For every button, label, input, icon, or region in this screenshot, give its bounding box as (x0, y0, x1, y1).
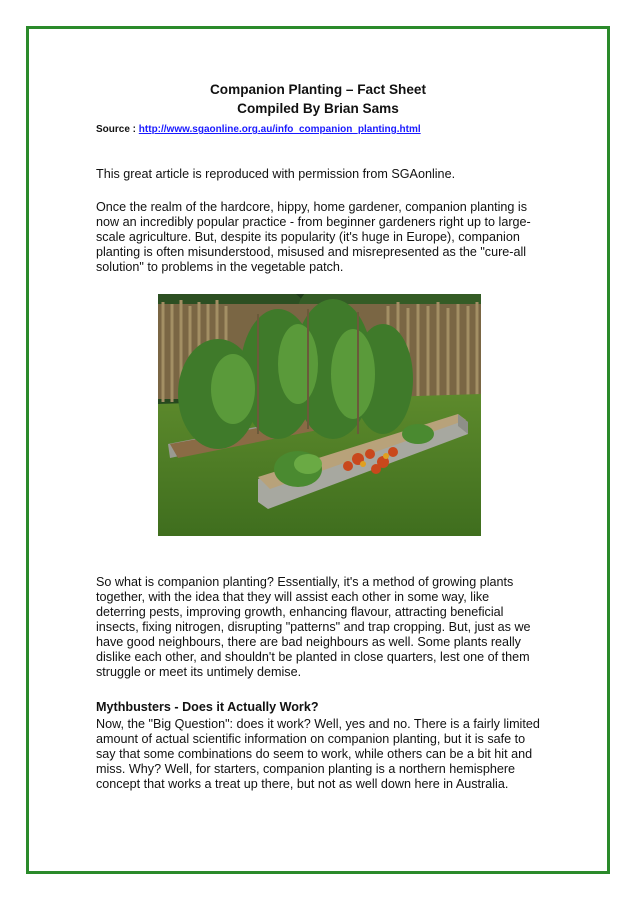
source-label: Source : (96, 124, 139, 135)
document-title: Companion Planting – Fact Sheet (209, 82, 426, 97)
source-line (96, 124, 421, 135)
intro-paragraph: This great article is reproduced with permission from SGAonline. (96, 167, 456, 181)
section-paragraph: Now, the "Big Question": does it work? Well, yes and no. There is a fairly limited amount of actual scientific information on companion planting, but it is safe to say that some combinations do seem to work, while others can be a bit hit and miss. Why? Well, for starters, companion planting is a northern hemisphere concept that works a treat up there, but not as well down here in Australia. (96, 717, 540, 791)
body-paragraph: So what is companion planting? Essentially, it's a method of growing plants together, with the idea that they will assist each other in some way, like deterring pests, improving growth, enhancing flavour, attracting beneficial insects, fixing nitrogen, disrupting "patterns" and trap cropping. But, just as we have good neighbours, there are bad neighbours as well. Some plants really dislike each other, and shouldn't be planted in close quarters, lest one of them struggle or meet its untimely demise. (96, 575, 531, 679)
garden-beds-photo (158, 294, 481, 536)
body-paragraph: Once the realm of the hardcore, hippy, home gardener, companion planting is now an incredibly popular practice - from beginner gardeners right up to large-scale agriculture. But, despite its popularity (it's huge in Europe), companion planting is often misunderstood, misused and misrepresented as the "cure-all solution" to problems in the vegetable patch. (96, 200, 531, 274)
source-link[interactable]: http://www.sgaonline.org.au/info_companion_planting.html (138, 124, 421, 135)
section-heading: Mythbusters - Does it Actually Work? (96, 700, 319, 714)
document-subtitle: Compiled By Brian Sams (237, 101, 399, 116)
